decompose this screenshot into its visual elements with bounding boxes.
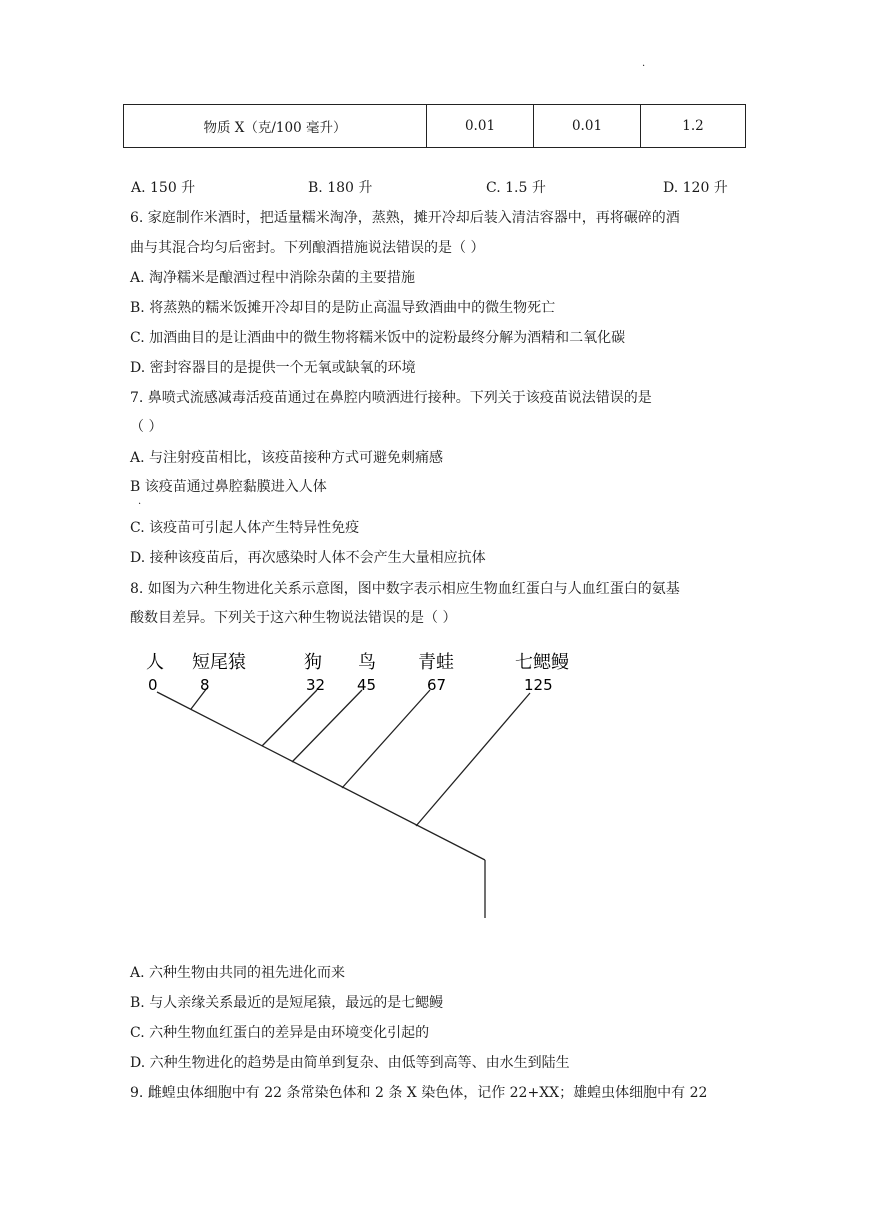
organism-name: 七鳃鳗 [515, 652, 569, 673]
q5-option-b: B. 180 升 [308, 180, 373, 196]
organism-name: 狗 [304, 652, 322, 673]
q5-option-a: A. 150 升 [131, 180, 196, 196]
amino-acid-difference: 8 [200, 676, 210, 694]
q7-stem-line2: （ ） [130, 419, 163, 435]
q5-option-d: D. 120 升 [663, 180, 728, 196]
q6-stem-line2: 曲与其混合均匀后密封。下列酿酒措施说法错误的是（ ） [130, 240, 485, 256]
q5-option-c: C. 1.5 升 [486, 180, 546, 196]
table-cell: 0.01 [534, 105, 641, 148]
tree-trunk [157, 692, 485, 860]
stray-mark: . [138, 496, 142, 507]
q7-option-a: A. 与注射疫苗相比，该疫苗接种方式可避免刺痛感 [130, 450, 444, 466]
q8-option-a: A. 六种生物由共同的祖先进化而来 [130, 965, 346, 981]
q6-stem-line1: 6. 家庭制作米酒时，把适量糯米淘净，蒸熟，摊开冷却后装入清洁容器中，再将碾碎的酒 [130, 210, 680, 226]
branch-lamprey [416, 693, 530, 826]
q7-option-d: D. 接种该疫苗后，再次感染时人体不会产生大量相应抗体 [130, 550, 486, 566]
evolution-tree-diagram [140, 648, 569, 923]
q7-option-b: B 该疫苗通过鼻腔黏膜进入人体 [130, 479, 327, 495]
q8-option-d: D. 六种生物进化的趋势是由简单到复杂、由低等到高等、由水生到陆生 [130, 1055, 570, 1071]
organism-name: 青蛙 [418, 652, 454, 673]
page-mark: . [642, 58, 646, 69]
branch-bird [292, 690, 362, 762]
q6-option-c: C. 加酒曲目的是让酒曲中的微生物将糯米饭中的淀粉最终分解为酒精和二氧化碳 [130, 330, 626, 346]
table-cell: 1.2 [641, 105, 746, 148]
amino-acid-difference: 0 [148, 676, 158, 694]
table-row [124, 105, 746, 148]
branch-frog [342, 690, 430, 788]
q7-option-c: C. 该疫苗可引起人体产生特异性免疫 [130, 520, 360, 536]
q8-stem-line1: 8. 如图为六种生物进化关系示意图，图中数字表示相应生物血红蛋白与人血红蛋白的氨基 [130, 581, 680, 597]
organism-name: 鸟 [358, 652, 376, 673]
table-label-cell: 物质 X（克/100 毫升） [124, 105, 427, 148]
organism-name: 人 [146, 652, 164, 673]
amino-acid-difference: 125 [524, 676, 553, 694]
table-cell: 0.01 [427, 105, 534, 148]
q6-option-a: A. 淘净糯米是酿酒过程中消除杂菌的主要措施 [130, 270, 416, 286]
q8-option-b: B. 与人亲缘关系最近的是短尾猿，最远的是七鳃鳗 [130, 995, 444, 1011]
q8-option-c: C. 六种生物血红蛋白的差异是由环境变化引起的 [130, 1025, 430, 1041]
q9-stem-line1: 9. 雌蝗虫体细胞中有 22 条常染色体和 2 条 X 染色体，记作 22+XX；雄蝗虫体细胞中有 22 [130, 1085, 708, 1101]
organism-name: 短尾猿 [192, 652, 246, 673]
q6-option-d: D. 密封容器目的是提供一个无氧或缺氧的环境 [130, 360, 416, 376]
q6-option-b: B. 将蒸熟的糯米饭摊开冷却目的是防止高温导致酒曲中的微生物死亡 [130, 300, 556, 316]
amino-acid-difference: 45 [357, 676, 377, 694]
q7-stem-line1: 7. 鼻喷式流感减毒活疫苗通过在鼻腔内喷洒进行接种。下列关于该疫苗说法错误的是 [130, 390, 652, 406]
amino-acid-difference: 32 [306, 676, 326, 694]
amino-acid-difference: 67 [427, 676, 447, 694]
branch-dog [262, 690, 317, 746]
data-table [123, 104, 746, 148]
q8-stem-line2: 酸数目差异。下列关于这六种生物说法错误的是（ ） [130, 610, 457, 626]
